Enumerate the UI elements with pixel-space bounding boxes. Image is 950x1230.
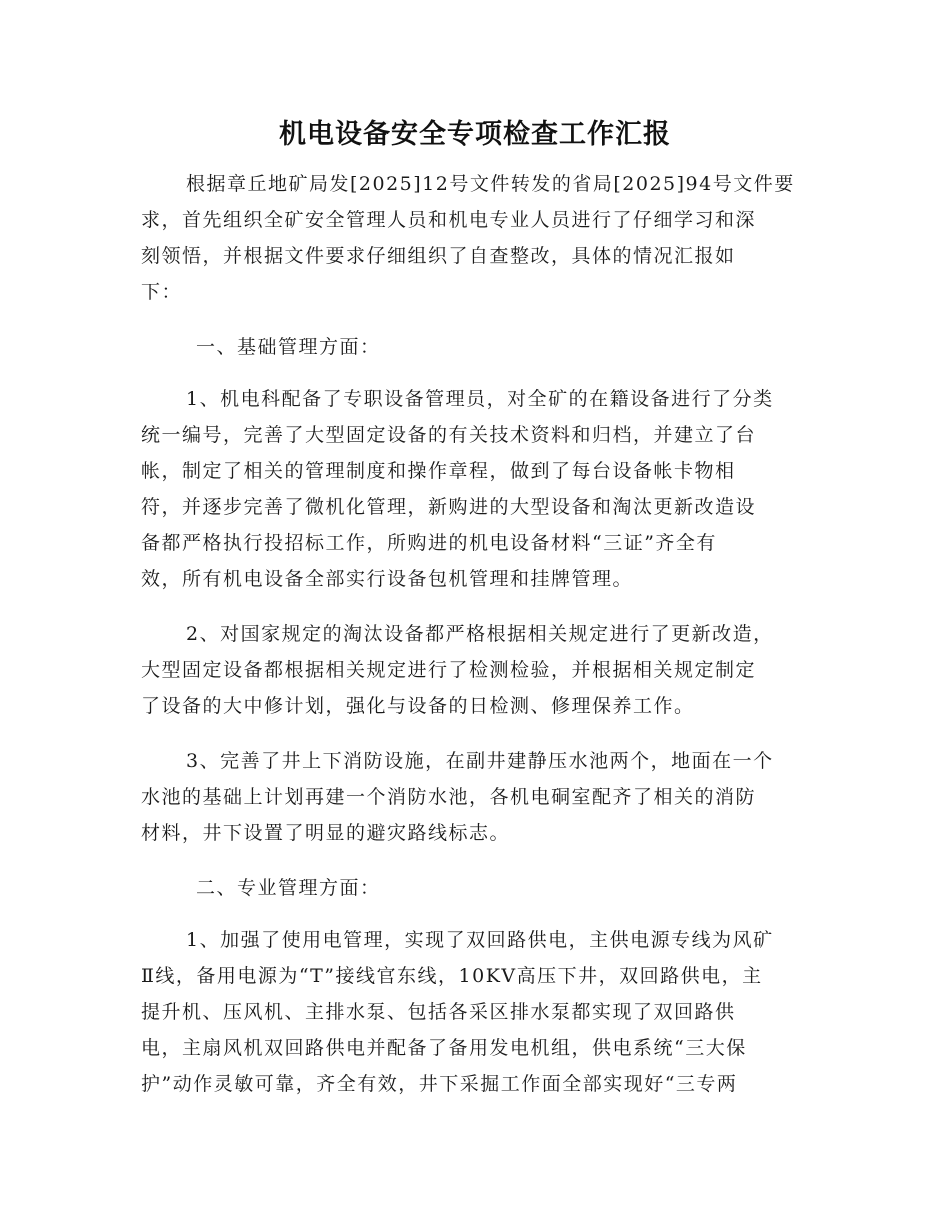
text-line: 电，主扇风机双回路供电并配备了备用发电机组，供电系统“三大保 (141, 1037, 747, 1059)
text-line: 1、加强了使用电管理，实现了双回路供电，主供电源专线为风矿 (186, 929, 774, 951)
text-line: 了设备的大中修计划，强化与设备的日检测、修理保养工作。 (141, 695, 695, 717)
text-line: 1、机电科配备了专职设备管理员，对全矿的在籍设备进行了分类 (186, 388, 774, 410)
text-line: 效，所有机电设备全部实行设备包机管理和挂牌管理。 (141, 568, 634, 590)
section-heading: 一、基础管理方面： (196, 336, 381, 358)
text-line: 水池的基础上计划再建一个消防水池，各机电硐室配齐了相关的消防 (141, 786, 757, 808)
text-line: 根据章丘地矿局发[2025]12号文件转发的省局[2025]94号文件要 (186, 173, 795, 195)
text-line: 符，并逐步完善了微机化管理，新购进的大型设备和淘汰更新改造设 (141, 496, 757, 518)
text-line: 提升机、压风机、主排水泵、包括各采区排水泵都实现了双回路供 (141, 1001, 736, 1023)
text-line: 统一编号，完善了大型固定设备的有关技术资料和归档，并建立了台 (141, 424, 757, 446)
section-heading: 二、专业管理方面： (196, 877, 381, 899)
text-line: 2、对国家规定的淘汰设备都严格根据相关规定进行了更新改造， (186, 623, 774, 645)
text-line: 帐，制定了相关的管理制度和操作章程，做到了每台设备帐卡物相 (141, 460, 736, 482)
text-line: 材料，井下设置了明显的避灾路线标志。 (141, 822, 511, 844)
text-line: 刻领悟，并根据文件要求仔细组织了自查整改，具体的情况汇报如 (141, 245, 736, 267)
text-line: 备都严格执行投招标工作，所购进的机电设备材料“三证”齐全有 (141, 532, 717, 554)
text-line: 护”动作灵敏可靠，齐全有效，井下采掘工作面全部实现好“三专两 (141, 1073, 738, 1095)
text-line: 3、完善了井上下消防设施，在副井建静压水池两个，地面在一个 (186, 750, 774, 772)
text-line: Ⅱ线，备用电源为“T”接线官东线，10KV高压下井，双回路供电，主 (141, 965, 763, 987)
text-line: 求，首先组织全矿安全管理人员和机电专业人员进行了仔细学习和深 (141, 209, 757, 231)
text-line: 大型固定设备都根据相关规定进行了检测检验，并根据相关规定制定 (141, 659, 757, 681)
text-line: 下： (141, 281, 183, 303)
document-title: 机电设备安全专项检查工作汇报 (279, 119, 671, 150)
